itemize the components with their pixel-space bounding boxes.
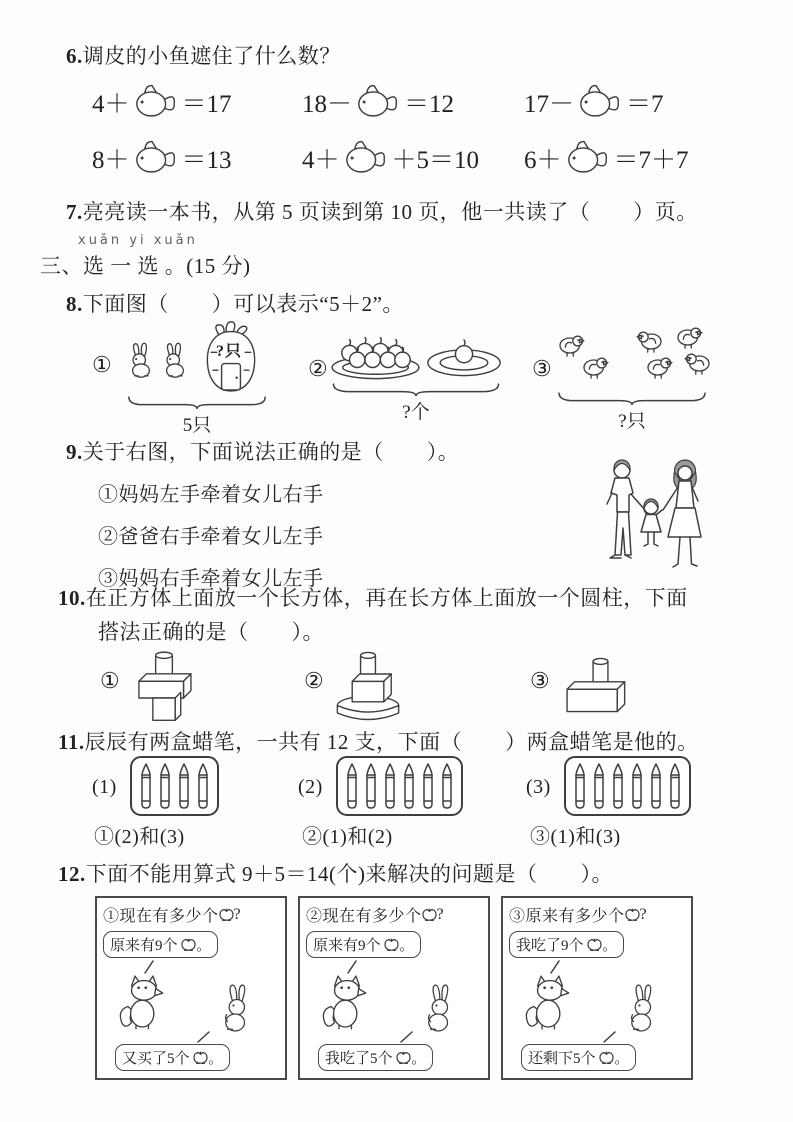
q9-option-2: ②爸爸右手牵着女儿左手 [98, 526, 324, 548]
panel-2-bubble-1: 原来有9个 。 [306, 931, 421, 958]
q9-option-3: ③妈妈右手牵着女儿左手 [98, 568, 324, 590]
plate-one-apple-icon [426, 337, 502, 380]
cylinder-cuboid-cube-stack [122, 646, 206, 724]
crayon-icon [364, 763, 378, 809]
q11-option-3: ③(1)和(3) [530, 826, 621, 848]
fish-icon [133, 82, 179, 122]
speech-tail [143, 960, 155, 974]
speech-tail [346, 960, 358, 974]
chick-icon [636, 330, 663, 353]
peach-icon [625, 908, 640, 921]
question-12: 12.下面不能用算式 9＋5＝14(个)来解决的问题是（ ）。 [58, 862, 613, 886]
peach-icon [587, 938, 602, 951]
fish-icon [565, 138, 611, 178]
panel-3-title: ③原来有多少个 ? [509, 905, 648, 925]
q9-option-1: ①妈妈左手牵着女儿右手 [98, 484, 324, 506]
crayon-icon [177, 763, 191, 809]
panel-2-bubble-2: 我吃了5个 。 [318, 1044, 433, 1071]
crayon-icon [383, 763, 397, 809]
bunny-icon [625, 984, 659, 1032]
chick-icon [582, 356, 609, 379]
group-1-caption: 5只 [182, 415, 212, 436]
bunny-icon [422, 984, 456, 1032]
crayon-icon [158, 763, 172, 809]
chick-icon [558, 334, 585, 357]
crayon-icon [611, 763, 625, 809]
question-10-line2: 搭法正确的是（ ）。 [98, 620, 324, 644]
cylinder-cube-disk-stack [326, 648, 410, 726]
q11-option-1: ①(2)和(3) [94, 826, 185, 848]
crayon-icon [668, 763, 682, 809]
chick-icon [646, 356, 673, 379]
speech-tail [400, 1030, 414, 1043]
plate-of-apples-icon [330, 328, 422, 381]
chick-icon [676, 326, 703, 349]
peach-icon [219, 908, 234, 921]
rabbit-icon [160, 342, 190, 378]
fish-equation: 6＋ ＝7＋7 [524, 138, 689, 178]
question-11: 11.辰辰有两盒蜡笔，一共有 12 支，下面（ ）两盒蜡笔是他的。 [58, 730, 699, 754]
option-1-circle: ① [92, 352, 112, 377]
peach-icon [193, 1051, 208, 1064]
box-3-label: (3) [526, 776, 551, 798]
fox-icon [525, 974, 575, 1030]
brace-icon [556, 392, 708, 405]
peach-icon [599, 1051, 614, 1064]
family-illustration [598, 458, 708, 576]
crayon-icon [196, 763, 210, 809]
q12-panel-3 [501, 896, 693, 1080]
question-10-line1: 10.在正方体上面放一个长方体，再在长方体上面放一个圆柱，下面 [58, 586, 688, 610]
crayon-box-3 [564, 756, 691, 816]
peach-icon [396, 1051, 411, 1064]
brace-icon [126, 396, 268, 409]
panel-1-title: ①现在有多少个 ? [103, 905, 242, 925]
box-2-label: (2) [298, 776, 323, 798]
crayon-icon [345, 763, 359, 809]
group-2-caption: ?个 [402, 402, 430, 423]
q11-option-2: ②(1)和(2) [302, 826, 393, 848]
fish-equation: 4＋ ＋5＝10 [302, 138, 479, 178]
peach-icon [422, 908, 437, 921]
cylinder-cuboid-stack [552, 654, 636, 719]
brace-icon [330, 383, 502, 396]
panel-2-title: ②现在有多少个 ? [306, 905, 445, 925]
fish-icon [355, 82, 401, 122]
crayon-icon [649, 763, 663, 809]
question-8: 8.下面图（ ）可以表示“5＋2”。 [66, 292, 404, 316]
group-3-caption: ?只 [618, 411, 646, 432]
fox-icon [322, 974, 372, 1030]
option-2-circle: ② [308, 356, 328, 381]
crayon-icon [402, 763, 416, 809]
crayon-icon [630, 763, 644, 809]
fish-equation: 4＋ ＝17 [92, 82, 232, 122]
crayon-box-1 [130, 756, 219, 816]
option-1-circle: ① [100, 668, 120, 693]
bunny-icon [219, 984, 253, 1032]
option-3-circle: ③ [532, 356, 552, 381]
crayon-icon [573, 763, 587, 809]
panel-1-bubble-1: 原来有9个 。 [103, 931, 218, 958]
question-7: 7.亮亮读一本书，从第 5 页读到第 10 页，他一共读了（ ）页。 [66, 200, 698, 224]
speech-tail [549, 960, 561, 974]
q12-panel-2 [298, 896, 490, 1080]
crayon-box-2 [336, 756, 463, 816]
fish-equation: 17－ ＝7 [524, 82, 664, 122]
question-6-number: 6. [66, 44, 83, 68]
carrot-house-label: ?只 [216, 343, 243, 360]
question-9: 9.关于右图，下面说法正确的是（ ）。 [66, 440, 460, 464]
panel-3-bubble-2: 还剩下5个 。 [521, 1044, 636, 1071]
speech-tail [603, 1030, 617, 1043]
option-3-circle: ③ [530, 668, 550, 693]
crayon-icon [440, 763, 454, 809]
speech-tail [197, 1030, 211, 1043]
rabbit-icon [126, 342, 156, 378]
crayon-icon [139, 763, 153, 809]
fish-equation: 18－ ＝12 [302, 82, 454, 122]
question-6-title: 6.调皮的小鱼遮住了什么数？ [66, 44, 341, 68]
panel-1-bubble-2: 又买了5个 。 [115, 1044, 230, 1071]
box-1-label: (1) [92, 776, 117, 798]
option-2-circle: ② [304, 668, 324, 693]
fish-icon [133, 138, 179, 178]
crayon-icon [421, 763, 435, 809]
fish-icon [343, 138, 389, 178]
fox-icon [119, 974, 169, 1030]
fish-icon [577, 82, 623, 122]
section-pinyin: xuǎn yi xuǎn [78, 233, 198, 248]
chick-icon [684, 352, 711, 375]
peach-icon [384, 938, 399, 951]
q12-panel-1 [95, 896, 287, 1080]
fish-equation: 8＋ ＝13 [92, 138, 232, 178]
crayon-icon [592, 763, 606, 809]
section-3-title: 三、选 一 选 。(15 分) [40, 254, 251, 278]
panel-3-bubble-1: 我吃了9个 。 [509, 931, 624, 958]
peach-icon [181, 938, 196, 951]
